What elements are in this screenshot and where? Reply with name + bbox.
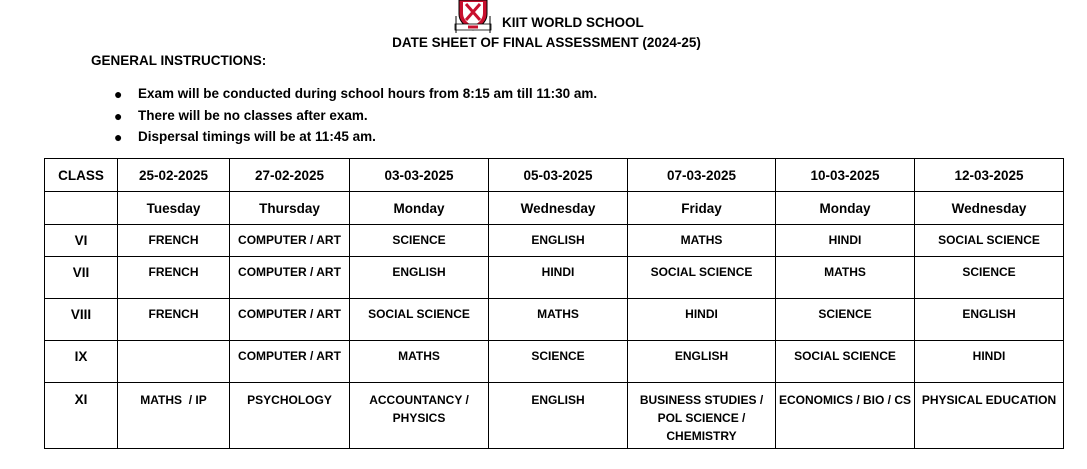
day-header: Thursday bbox=[230, 192, 350, 225]
subject-cell: SCIENCE bbox=[350, 225, 489, 257]
table-day-row bbox=[45, 192, 1064, 225]
subject-cell: HINDI bbox=[628, 299, 776, 341]
subject-cell: MATHS bbox=[776, 257, 915, 299]
day-header: Wednesday bbox=[915, 192, 1064, 225]
day-header: Monday bbox=[776, 192, 915, 225]
subject-cell: HINDI bbox=[489, 257, 628, 299]
subject-cell: PHYSICAL EDUCATION bbox=[915, 383, 1064, 449]
subject-cell: MATHS bbox=[489, 299, 628, 341]
subject-cell: HINDI bbox=[776, 225, 915, 257]
day-header: Wednesday bbox=[489, 192, 628, 225]
subject-cell: SCIENCE bbox=[776, 299, 915, 341]
list-item bbox=[114, 85, 597, 107]
instruction-text: Exam will be conducted during school hours from 8:15 am till 11:30 am. bbox=[138, 86, 598, 101]
instructions-heading: GENERAL INSTRUCTIONS: bbox=[91, 53, 267, 68]
table-row bbox=[45, 257, 1064, 299]
table-row bbox=[45, 383, 1064, 449]
subject-cell: COMPUTER / ART bbox=[230, 299, 350, 341]
subject-cell: COMPUTER / ART bbox=[230, 341, 350, 383]
subject-cell: MATHS bbox=[628, 225, 776, 257]
date-header: 03-03-2025 bbox=[350, 159, 489, 192]
school-name: KIIT WORLD SCHOOL bbox=[502, 15, 644, 30]
day-header: Monday bbox=[350, 192, 489, 225]
subject-cell: SOCIAL SCIENCE bbox=[915, 225, 1064, 257]
subject-cell: MATHS bbox=[350, 341, 489, 383]
table-row bbox=[45, 341, 1064, 383]
empty-cell bbox=[45, 192, 118, 225]
class-cell: VI bbox=[45, 225, 118, 257]
table-row bbox=[45, 299, 1064, 341]
day-header: Tuesday bbox=[118, 192, 230, 225]
datesheet-table bbox=[44, 158, 1064, 449]
subject-cell: SOCIAL SCIENCE bbox=[776, 341, 915, 383]
subject-cell: FRENCH bbox=[118, 257, 230, 299]
subject-cell: FRENCH bbox=[118, 225, 230, 257]
bullet-icon: ● bbox=[114, 129, 123, 145]
subject-cell: ENGLISH bbox=[489, 383, 628, 449]
list-item bbox=[114, 128, 597, 150]
subject-cell: COMPUTER / ART bbox=[230, 257, 350, 299]
subject-cell: COMPUTER / ART bbox=[230, 225, 350, 257]
day-header: Friday bbox=[628, 192, 776, 225]
class-cell: XI bbox=[45, 383, 118, 449]
date-header: 05-03-2025 bbox=[489, 159, 628, 192]
subject-cell: SCIENCE bbox=[915, 257, 1064, 299]
subject-cell: ACCOUNTANCY / PHYSICS bbox=[350, 383, 489, 449]
class-cell: VIII bbox=[45, 299, 118, 341]
page-title: DATE SHEET OF FINAL ASSESSMENT (2024-25) bbox=[392, 35, 701, 50]
date-header: 25-02-2025 bbox=[118, 159, 230, 192]
class-cell: VII bbox=[45, 257, 118, 299]
class-column-header: CLASS bbox=[45, 159, 118, 192]
subject-cell: SOCIAL SCIENCE bbox=[350, 299, 489, 341]
instructions-list bbox=[114, 85, 597, 150]
instruction-text: There will be no classes after exam. bbox=[138, 107, 368, 123]
class-cell: IX bbox=[45, 341, 118, 383]
subject-cell: PSYCHOLOGY bbox=[230, 383, 350, 449]
subject-cell: ENGLISH bbox=[489, 225, 628, 257]
bullet-icon: ● bbox=[114, 107, 123, 124]
date-header: 07-03-2025 bbox=[628, 159, 776, 192]
subject-cell: ECONOMICS / BIO / CS bbox=[776, 383, 915, 449]
subject-cell: FRENCH bbox=[118, 299, 230, 341]
subject-cell: SOCIAL SCIENCE bbox=[628, 257, 776, 299]
subject-cell: HINDI bbox=[915, 341, 1064, 383]
school-crest-icon bbox=[454, 0, 492, 34]
bullet-icon: ● bbox=[114, 86, 123, 102]
table-header-row bbox=[45, 159, 1064, 192]
subject-cell: ENGLISH bbox=[628, 341, 776, 383]
date-header: 10-03-2025 bbox=[776, 159, 915, 192]
subject-cell: ENGLISH bbox=[915, 299, 1064, 341]
subject-cell bbox=[118, 341, 230, 383]
instruction-text: Dispersal timings will be at 11:45 am. bbox=[138, 129, 376, 144]
subject-cell: MATHS / IP bbox=[118, 383, 230, 449]
list-item bbox=[114, 107, 597, 129]
date-header: 27-02-2025 bbox=[230, 159, 350, 192]
date-header: 12-03-2025 bbox=[915, 159, 1064, 192]
table-row bbox=[45, 225, 1064, 257]
subject-cell: ENGLISH bbox=[350, 257, 489, 299]
subject-cell: BUSINESS STUDIES / POL SCIENCE / CHEMISTRY bbox=[628, 383, 776, 449]
subject-cell: SCIENCE bbox=[489, 341, 628, 383]
